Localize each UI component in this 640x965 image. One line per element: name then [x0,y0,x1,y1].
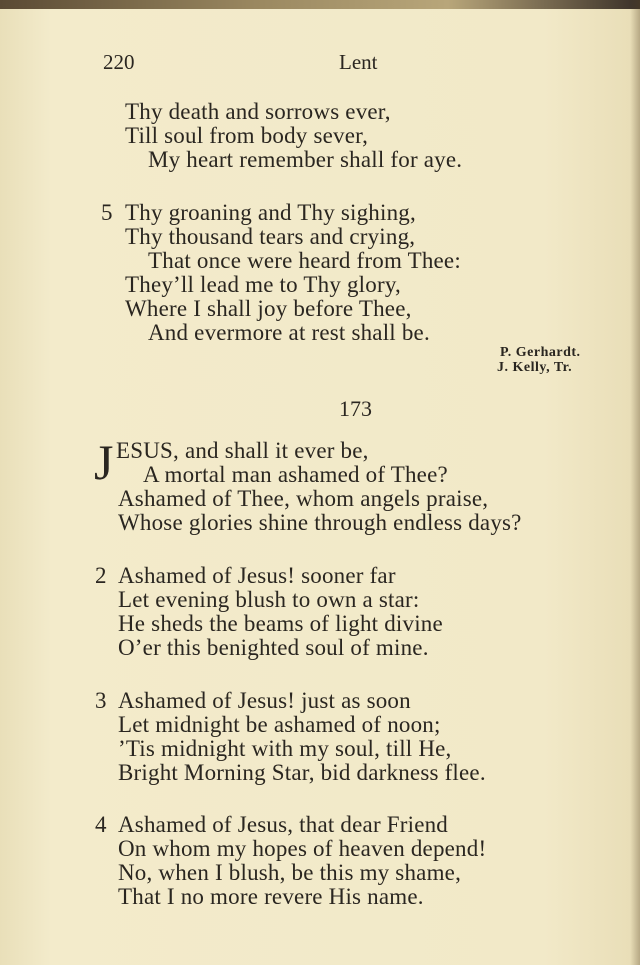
verse-line: That once were heard from Thee: [148,248,461,273]
verse-line: On whom my hopes of heaven depend! [118,836,487,861]
stanza-number: 5 [101,200,113,225]
stanza-number: 3 [95,688,107,713]
verse-line: A mortal man ashamed of Thee? [143,462,448,487]
verse-line: Ashamed of Jesus, that dear Friend [118,812,449,837]
verse-line: Whose glories shine through endless days? [118,510,522,535]
running-title: Lent [339,50,378,74]
drop-cap: J [94,434,114,490]
verse-line: Where I shall joy before Thee, [125,296,412,321]
verse-line: Let evening blush to own a star: [118,587,420,612]
author-credit: P. Gerhardt. [500,345,581,360]
verse-line: Ashamed of Thee, whom angels praise, [118,486,489,511]
page-number: 220 [103,50,135,74]
verse-line: ESUS, and shall it ever be, [116,438,369,463]
page-top-edge [0,0,640,9]
translator-credit: J. Kelly, Tr. [497,360,573,375]
verse-line: Till soul from body sever, [125,123,369,148]
verse-line: Let midnight be ashamed of noon; [118,712,441,737]
hymn-number: 173 [339,396,372,421]
verse-line: And evermore at rest shall be. [148,320,430,345]
verse-line: Ashamed of Jesus! just as soon [118,688,411,713]
verse-line: ’Tis midnight with my soul, till He, [118,736,452,761]
verse-line: Thy groaning and Thy sighing, [125,200,416,225]
verse-line: My heart remember shall for aye. [148,147,463,172]
verse-line: They’ll lead me to Thy glory, [125,272,401,297]
stanza-number: 4 [95,812,107,837]
verse-line: No, when I blush, be this my shame, [118,860,462,885]
verse-line: He sheds the beams of light divine [118,611,443,636]
verse-line: Thy death and sorrows ever, [125,99,391,124]
verse-line: Bright Morning Star, bid darkness flee. [118,760,486,785]
stanza-number: 2 [95,563,107,588]
verse-line: That I no more revere His name. [118,884,424,909]
verse-line: Ashamed of Jesus! sooner far [118,563,396,588]
verse-line: O’er this benighted soul of mine. [118,635,429,660]
verse-line: Thy thousand tears and crying, [125,224,416,249]
page-right-edge [630,0,640,965]
